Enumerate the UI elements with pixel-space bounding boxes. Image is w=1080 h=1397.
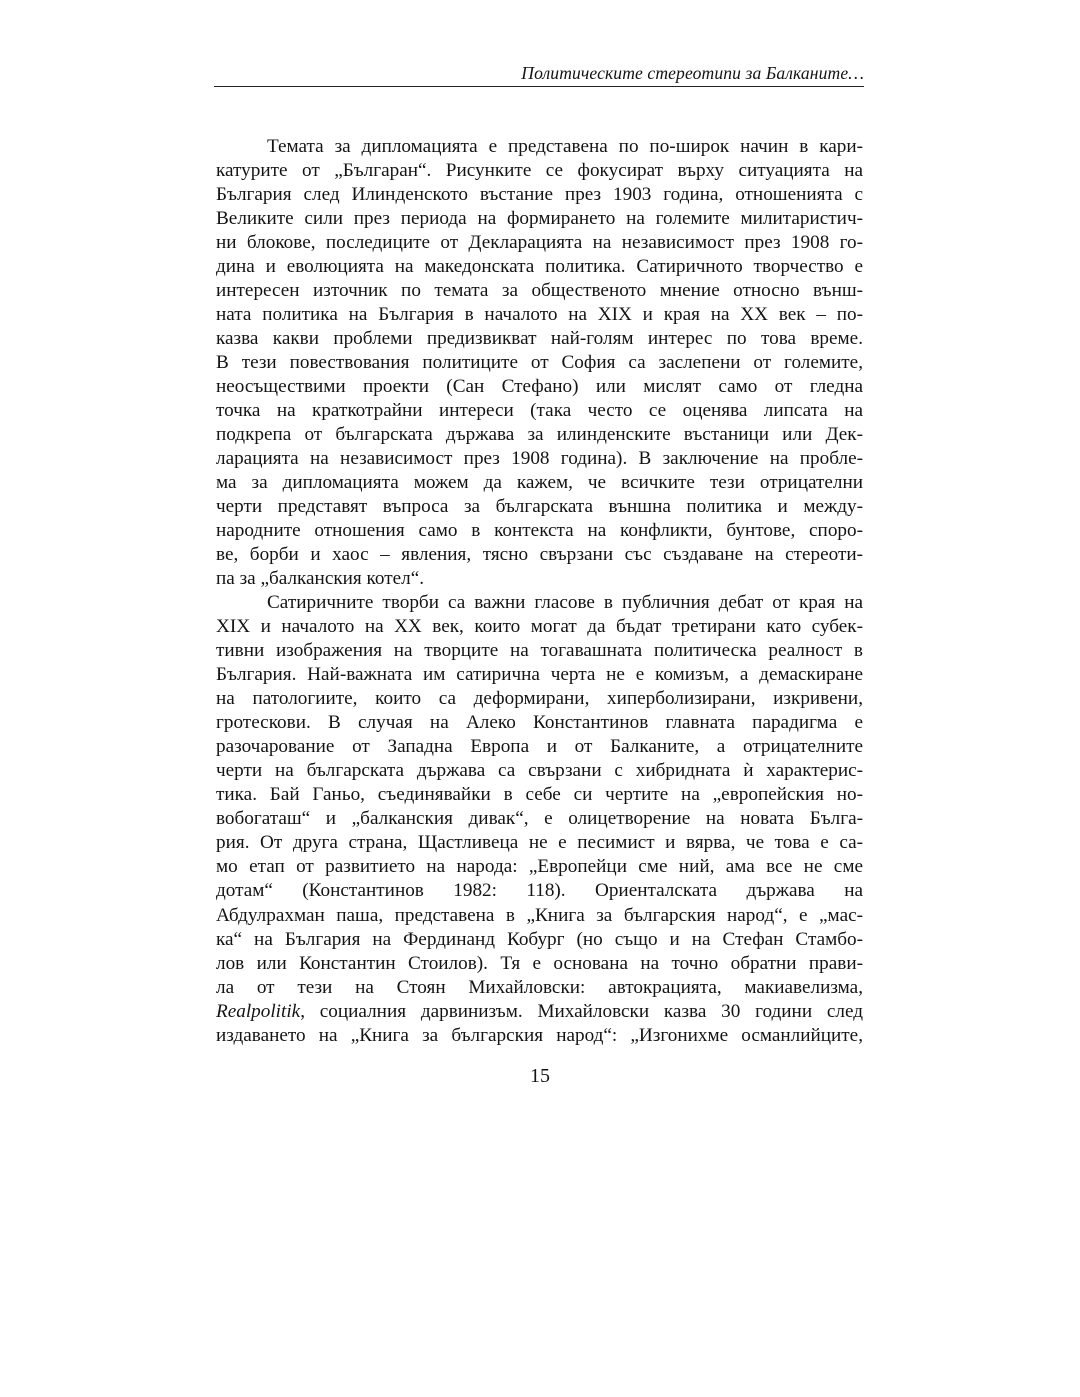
text-line: Великите сили през периода на формирането на големите милитаристич- xyxy=(216,208,863,230)
text-line: черти представят въпроса за българската външна политика и между- xyxy=(216,496,863,518)
text-line: мо етап от развитието на народа: „Европейци сме ний, ама все не сме xyxy=(216,856,863,878)
text-line: лов или Константин Стоилов). Тя е основана на точно обратни прави- xyxy=(216,952,863,974)
text-line: XIX и началото на XX век, които могат да бъдат третирани като субек- xyxy=(216,616,863,638)
text-line: интересен източник по темата за общественото мнение относно външ- xyxy=(216,280,863,302)
text-line: Абдулрахман паша, представена в „Книга за българския народ“, е „мас- xyxy=(216,904,863,926)
text-line: точка на краткотрайни интереси (така често се оценява липсата на xyxy=(216,400,863,422)
text-line: Сатиричните творби са важни гласове в публичния дебат от края на xyxy=(267,592,863,614)
text-line: В тези повествования политиците от София са заслепени от големите, xyxy=(216,352,863,374)
text-line: Realpolitik, социалния дарвинизъм. Михайловски казва 30 години след xyxy=(216,1000,863,1022)
running-header xyxy=(214,60,864,87)
text-line: дина и еволюцията на македонската политика. Сатиричното творчество е xyxy=(216,256,863,278)
text-line: ла от тези на Стоян Михайловски: автокрацията, макиавелизма, xyxy=(216,976,863,998)
running-title: Политическите стереотипи за Балканите… xyxy=(521,63,864,83)
text-line: България. Най-важната им сатирична черта не е комизъм, а демаскиране xyxy=(216,664,863,686)
text-line: дотам“ (Константинов 1982: 118). Ориенталската държава на xyxy=(216,880,863,902)
body-text xyxy=(216,135,863,1048)
text-line: Темата за дипломацията е представена по по-широк начин в кари- xyxy=(267,136,863,157)
text-line: вобогаташ“ и „балканския дивак“, е олицетворение на новата Бълга- xyxy=(216,808,863,830)
text-line: ка“ на България на Фердинанд Кобург (но също и на Стефан Стамбо- xyxy=(216,928,863,950)
page-number: 15 xyxy=(530,1065,550,1087)
text-line: на патологиите, които са деформирани, хиперболизирани, изкривени, xyxy=(216,688,863,710)
text-line: ма за дипломацията можем да кажем, че всичките тези отрицателни xyxy=(216,472,863,494)
text-line: ни блокове, последиците от Декларацията на независимост през 1908 го- xyxy=(216,232,863,254)
text-line: рия. От друга страна, Щастливеца не е песимист и вярва, че това е са- xyxy=(216,832,863,854)
text-line: казва какви проблеми предизвикват най-голям интерес по това време. xyxy=(216,328,863,350)
text-line: народните отношения само в контекста на конфликти, бунтове, споро- xyxy=(216,520,863,542)
text-line: ларацията на независимост през 1908 година). В заключение на пробле- xyxy=(216,448,863,470)
text-line: подкрепа от българската държава за илинденските въстаници или Дек- xyxy=(216,424,863,446)
text-line: тика. Бай Ганьо, съединявайки в себе си чертите на „европейския но- xyxy=(216,784,863,806)
text-line: ве, борби и хаос – явления, тясно свързани със създаване на стереоти- xyxy=(216,544,863,566)
text-line: гротескови. В случая на Алеко Константинов главната парадигма е xyxy=(216,712,863,734)
italic-term: Realpolitik xyxy=(216,1000,301,1022)
text-line: катурите от „Българан“. Рисунките се фокусират върху ситуацията на xyxy=(216,160,863,182)
text-line: черти на българската държава са свързани с хибридната ѝ характерис- xyxy=(216,760,863,782)
text-line: па за „балканския котел“. xyxy=(216,568,425,590)
text-line: разочарование от Западна Европа и от Балканите, а отрицателните xyxy=(216,736,863,758)
text-line: тивни изображения на творците на тогавашната политическа реалност в xyxy=(216,640,863,662)
text-line: България след Илинденското въстание през 1903 година, отношенията с xyxy=(216,184,863,206)
text-line: издаването на „Книга за българския народ“: „Изгонихме османлийците, xyxy=(216,1024,863,1046)
text-line: ната политика на България в началото на XIX и края на XX век – по- xyxy=(216,304,863,326)
text-line: неосъществими проекти (Сан Стефано) или мислят само от гледна xyxy=(216,376,863,398)
